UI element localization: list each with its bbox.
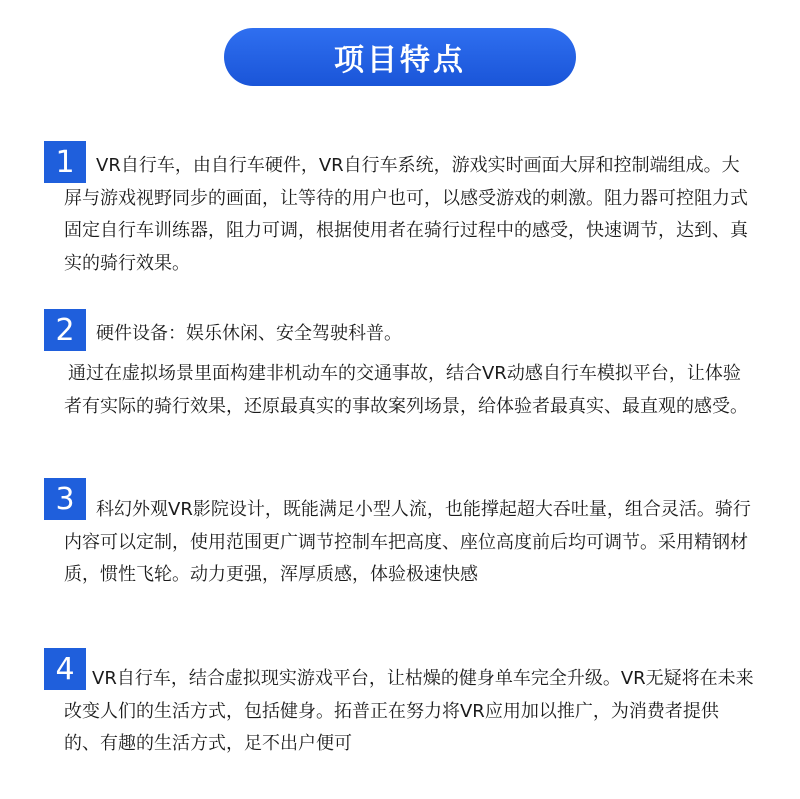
section-number-badge-1: 1 bbox=[44, 141, 86, 183]
section-number-badge-2: 2 bbox=[44, 309, 86, 351]
section-title-banner bbox=[224, 28, 576, 86]
page-title: 项目特点 bbox=[334, 43, 466, 78]
section-4-text: VR自行车，结合虚拟现实游戏平台，让枯燥的健身单车完全升级。VR无疑将在未来改变人们的生活方式，包括健身。拓普正在努力将VR应用加以推广，为消费者提供的、有趣的生活方式，足不出户便可 bbox=[64, 668, 754, 754]
section-number-badge-4: 4 bbox=[44, 648, 86, 690]
section-3-text: 科幻外观VR影院设计，既能满足小型人流，也能撑起超大吞吐量，组合灵活。骑行内容可以定制，使用范围更广调节控制车把高度、座位高度前后均可调节。采用精钢材质，惯性飞轮。动力更强，浑厚质感，体验极速快感 bbox=[64, 499, 751, 585]
section-number-badge-3: 3 bbox=[44, 478, 86, 520]
section-2-text: 通过在虚拟场景里面构建非机动车的交通事故，结合VR动感自行车模拟平台，让体验者有实际的骑行效果，还原最真实的事故案列场景，给体验者最真实、最直观的感受。 bbox=[64, 363, 748, 417]
section-1-text: VR自行车，由自行车硬件，VR自行车系统，游戏实时画面大屏和控制端组成。大屏与游戏视野同步的画面，让等待的用户也可，以感受游戏的刺激。阻力器可控阻力式固定自行车训练器，阻力可调，根据使用者在骑行过程中的感受，快速调节，达到、真实的骑行效果。 bbox=[64, 155, 748, 274]
section-2-heading: 硬件设备：娱乐休闲、安全驾驶科普。 bbox=[96, 323, 402, 344]
